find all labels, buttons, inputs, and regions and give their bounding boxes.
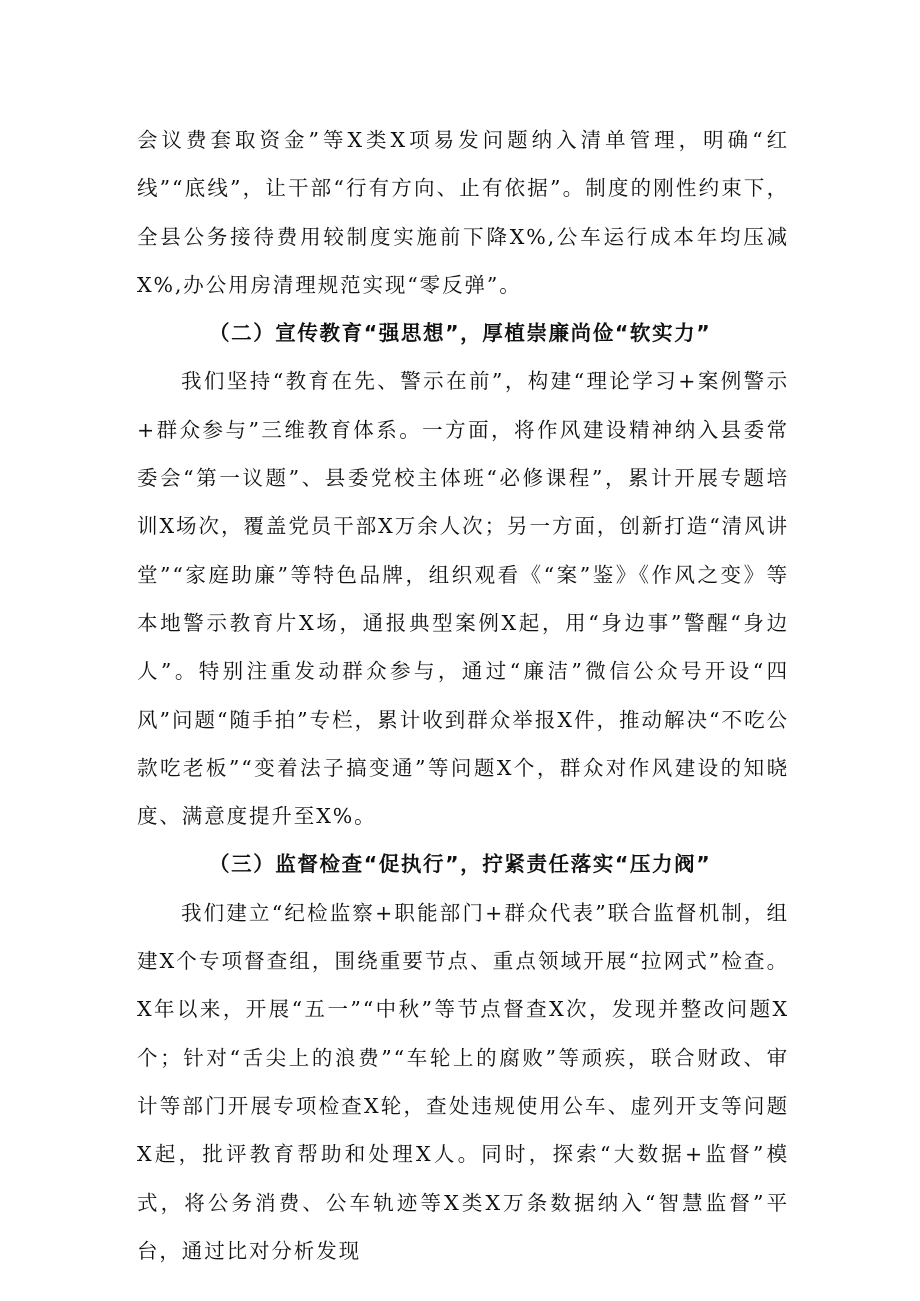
section-heading-3: （三）监督检查“促执行”，拧紧责任落实“压力阀” (209, 852, 712, 877)
paragraph-intro: 会议费套取资金”等X类X项易发问题纳入清单管理，明确“红线”“底线”，让干部“行有方向、止有依据”。制度的刚性约束下，全县公务接待费用较制度实施前下降X%,公车运行成本年均压减X%,办公用房清理规范实现“零反弹”。 (137, 128, 789, 297)
paragraph-supervision-inspection: 我们建立“纪检监察+职能部门+群众代表”联合监督机制，组建X个专项督查组，围绕重要节点、重点领域开展“拉网式”检查。X年以来，开展“五一”“中秋”等节点督查X次，发现并整改问题X个；针对“舌尖上的浪费”“车轮上的腐败”等顽疾，联合财政、审计等部门开展专项检查X轮，查处违规使用公车、虚列开支等问题X起，批评教育帮助和处理X人。同时，探索“大数据+监督”模式，将公务消费、公车轨迹等X类X万条数据纳入“智慧监督”平台，通过比对分析发现 (137, 900, 789, 1263)
paragraph-propaganda-education: 我们坚持“教育在先、警示在前”，构建“理论学习+案例警示+群众参与”三维教育体系。一方面，将作风建设精神纳入县委常委会“第一议题”、县委党校主体班“必修课程”，累计开展专题培训X场次，覆盖党员干部X万余人次；另一方面，创新打造“清风讲堂”“家庭助廉”等特色品牌，组织观看《“案”鉴》《作风之变》等本地警示教育片X场，通报典型案例X起，用“身边事”警醒“身边人”。特别注重发动群众参与，通过“廉洁”微信公众号开设“四风”问题“随手拍”专栏，累计收到群众举报X件，推动解决“不吃公款吃老板”“变着法子搞变通”等问题X个，群众对作风建设的知晓度、满意度提升至X%。 (137, 369, 789, 829)
section-heading-2: （二）宣传教育“强思想”，厚植崇廉尚俭“软实力” (209, 321, 712, 346)
document-body (137, 116, 789, 1275)
